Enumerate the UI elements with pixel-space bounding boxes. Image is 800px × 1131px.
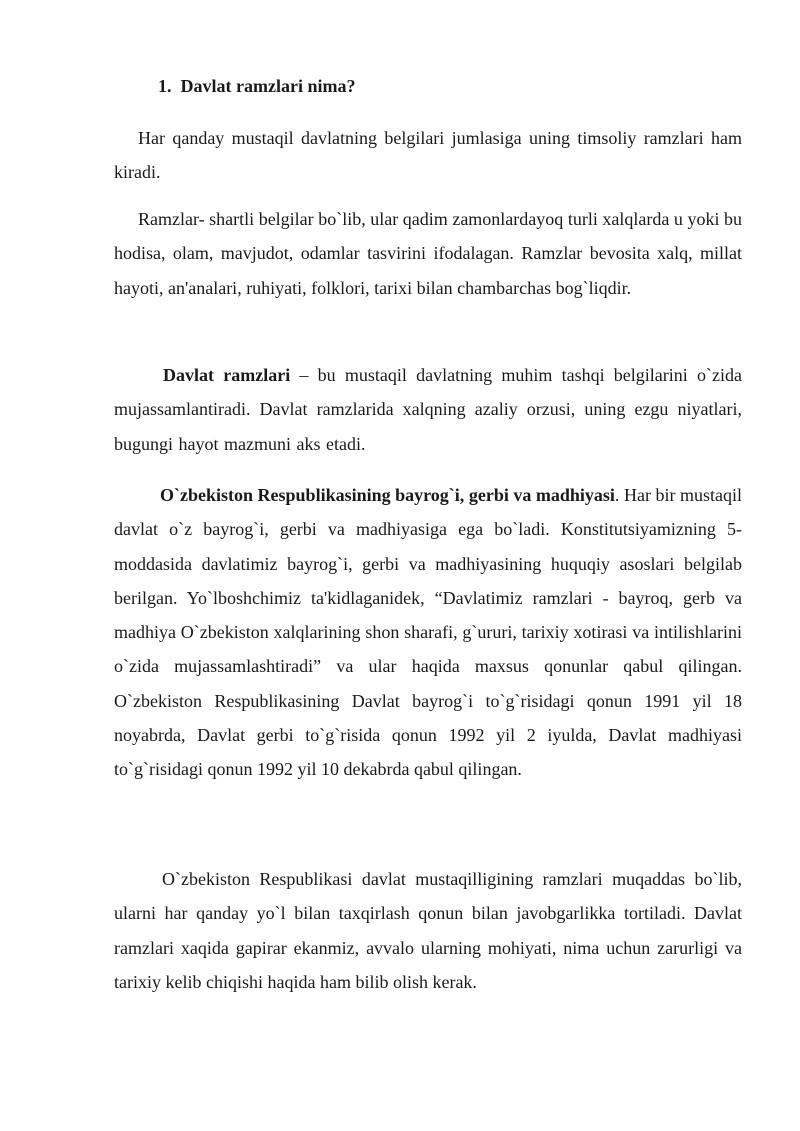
term-davlat-ramzlari: Davlat ramzlari — [163, 365, 291, 385]
paragraph-davlat-ramzlari-text: – bu mustaqil davlatning muhim tashqi belgilarini o`zida mujassamlantiradi. Davlat ramzlarida xalqning azaliy orzusi, uning ezgu niyatlari, bugungi hayot mazmuni aks etadi. — [114, 365, 742, 454]
term-bayroq-gerb-madhiya: O`zbekiston Respublikasining bayrog`i, gerbi va madhiyasi — [160, 485, 615, 505]
paragraph-bayroq-gerb-madhiya-text: . Har bir mustaqil davlat o`z bayrog`i, gerbi va madhiyasiga ega bo`ladi. Konstitutsiyamizning 5-moddasida davlatimiz bayrog`i, gerbi va madhiyasining huquqiy asoslari belgilab berilgan. Yo`lboshchimiz ta'kidlaganidek, “Davlatimiz ramzlari - bayroq, gerb va madhiya O`zbekiston xalqlarining shon sharafi, g`ururi, tarixiy xotirasi va intilishlarini o`zida mujassamlashtiradi” va ular haqida maxsus qonunlar qabul qilingan. O`zbekiston Respublikasining Davlat bayrog`i to`g`risidagi qonun 1991 yil 18 noyabrda, Davlat gerbi to`g`risida qonun 1992 yil 2 iyulda, Davlat madhiyasi to`g`risidagi qonun 1992 yil 10 dekabrda qabul qilingan. — [114, 485, 742, 780]
paragraph-davlat-ramzlari — [114, 358, 742, 461]
section-heading — [158, 76, 355, 97]
heading-text: Davlat ramzlari nima? — [180, 76, 356, 96]
paragraph-ramzlar: Ramzlar- shartli belgilar bo`lib, ular qadim zamonlardayoq turli xalqlarda u yoki bu hodisa, olam, mavjudot, odamlar tasvirini ifodalagan. Ramzlar bevosita xalq, millat hayoti, an'analari, ruhiyati, folklori, tarixi bilan chambarchas bog`liqdir. — [114, 209, 742, 298]
heading-number: 1. — [158, 76, 172, 96]
paragraph-muqaddas: O`zbekiston Respublikasi davlat mustaqilligining ramzlari muqaddas bo`lib, ularni har qanday yo`l bilan taxqirlash qonun bilan javobgarlikka tortiladi. Davlat ramzlari xaqida gapirar ekanmiz, avvalo ularning mohiyati, nima uchun zarurligi va tarixiy kelib chiqishi haqida ham bilib olish kerak. — [114, 869, 742, 992]
paragraph-intro: Har qanday mustaqil davlatning belgilari jumlasiga uning timsoliy ramzlari ham kiradi. — [114, 128, 742, 183]
paragraph-bayroq-gerb-madhiya — [114, 478, 742, 787]
